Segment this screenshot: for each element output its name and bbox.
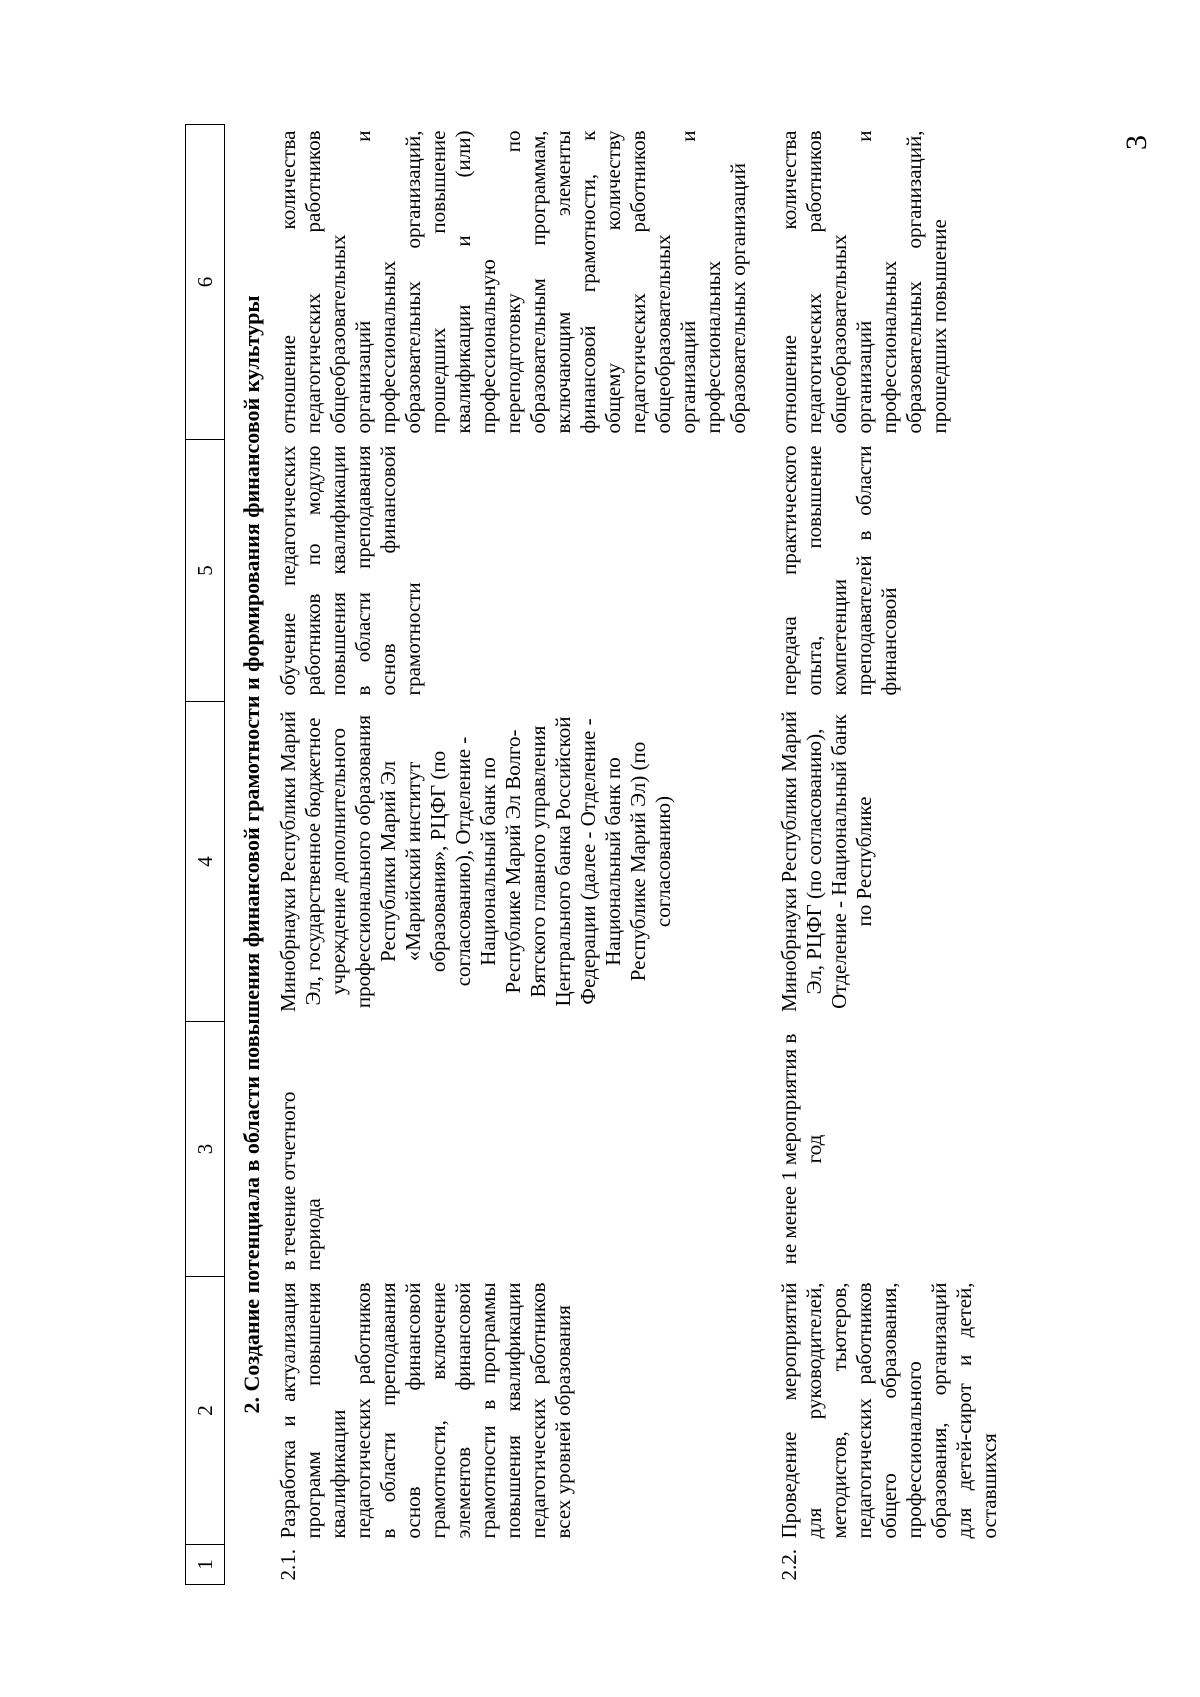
- column-header: 6: [186, 125, 225, 440]
- rotated-table-page: [185, 125, 1105, 1585]
- executors-cell: Минобрнауки Республики Марий Эл, РЦФГ (по согласованию), Отделение - Национальный банк по Республике: [777, 710, 876, 1013]
- term-cell: в течение отчетного периода: [276, 1091, 325, 1271]
- measure-cell: Проведение мероприятий для руководителей, методистов, тьютеров, педагогических работников общего образования, профессионального образования, организаций для детей-сирот и детей, оставшихся: [777, 1282, 1001, 1539]
- column-header: 5: [186, 440, 225, 702]
- table-row: [276, 125, 777, 1585]
- result-cell: передача практического опыта, повышение компетенции преподавателей в области финансовой: [777, 445, 901, 696]
- measures-table: [185, 124, 1002, 1585]
- column-header: 2: [186, 1277, 225, 1545]
- row-number: 2.2.: [777, 1549, 801, 1581]
- result-cell: обучение педагогических работников по модулю повышения квалификации в области преподавания основ финансовой грамотности: [276, 445, 425, 696]
- page-number: 3: [1120, 135, 1153, 150]
- section-title: 2. Создание потенциала в области повышения финансовой грамотности и формирования финансовой культуры: [239, 295, 264, 1414]
- measure-cell: Разработка и актуализация программ повышения квалификации педагогических работников в области преподавания основ финансовой грамотности, включение элементов финансовой грамотности в программы повышения квалификации педагогических работников всех уровней образования: [276, 1282, 575, 1539]
- indicator-cell: отношение количества педагогических работников общеобразовательных организаций и профессиональных образовательных организаций, прошедших повышение квалификации и (или) профессиональную переподготовку по образовательным программам, включающим элементы финансовой грамотности, к общему количеству педагогических работников общеобразовательных организаций и профессиональных образовательных организаций: [276, 130, 750, 434]
- table-row: [777, 125, 1002, 1585]
- column-header: 1: [186, 1545, 225, 1585]
- row-number: 2.1.: [276, 1549, 300, 1581]
- indicator-cell: отношение количества педагогических работников общеобразовательных организаций и профессиональных образовательных организаций, прошедших повышение: [777, 130, 951, 434]
- column-header: 4: [186, 702, 225, 1022]
- term-cell: не менее 1 мероприятия в год: [777, 1033, 826, 1265]
- column-header: 3: [186, 1022, 225, 1277]
- column-number-row: [186, 125, 225, 1585]
- executors-cell: Минобрнауки Республики Марий Эл, государственное бюджетное учреждение дополнительного профессионального образования Республики Марий Эл «Марийский институт образования», РЦФГ (по согласованию), Отделение - Национальный банк по Республике Марий Эл Волго-Вятского главного управления Центрального банка Российской Федерации (далее - Отделение - Национальный банк по Республике Марий Эл) (по согласованию): [276, 710, 675, 1013]
